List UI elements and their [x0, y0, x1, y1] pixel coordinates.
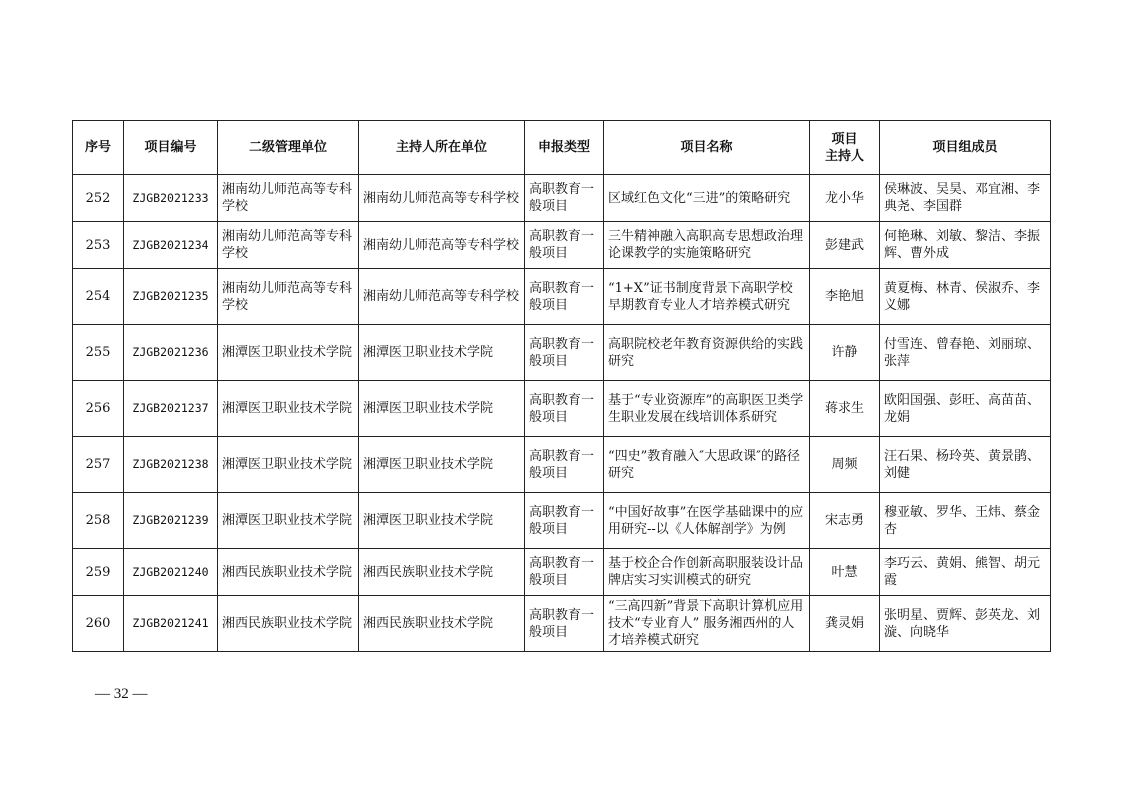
cell-members: 黄夏梅、林青、侯淑乔、李义娜 — [880, 269, 1051, 325]
header-code: 项目编号 — [124, 121, 218, 175]
cell-name: 区域红色文化“三进”的策略研究 — [604, 175, 810, 222]
cell-seq: 260 — [73, 596, 124, 652]
table-row — [73, 493, 1051, 549]
cell-seq: 257 — [73, 437, 124, 493]
cell-members: 欧阳国强、彭旺、高苗苗、龙娟 — [880, 381, 1051, 437]
cell-name: 三牛精神融入高职高专思想政治理论课教学的实施策略研究 — [604, 222, 810, 269]
cell-host: 叶慧 — [810, 549, 880, 596]
cell-unit: 湘南幼儿师范高等专科学校 — [218, 269, 359, 325]
cell-unit: 湘潭医卫职业技术学院 — [218, 381, 359, 437]
header-host-line1: 项目 — [831, 131, 858, 147]
table-row — [73, 325, 1051, 381]
cell-host-unit: 湘潭医卫职业技术学院 — [359, 437, 525, 493]
cell-members: 侯琳波、吴昊、邓宜湘、李典尧、李国群 — [880, 175, 1051, 222]
cell-members: 张明星、贾辉、彭英龙、刘漩、向晓华 — [880, 596, 1051, 652]
cell-host: 龙小华 — [810, 175, 880, 222]
cell-host-unit: 湘西民族职业技术学院 — [359, 596, 525, 652]
cell-type: 高职教育一般项目 — [525, 596, 604, 652]
cell-code: ZJGB2021241 — [124, 596, 218, 652]
header-row — [73, 121, 1051, 175]
cell-host: 彭建武 — [810, 222, 880, 269]
cell-host: 李艳旭 — [810, 269, 880, 325]
cell-members: 何艳琳、刘敏、黎洁、李振辉、曹外成 — [880, 222, 1051, 269]
cell-code: ZJGB2021234 — [124, 222, 218, 269]
cell-code: ZJGB2021238 — [124, 437, 218, 493]
cell-host: 宋志勇 — [810, 493, 880, 549]
cell-seq: 254 — [73, 269, 124, 325]
cell-seq: 252 — [73, 175, 124, 222]
cell-host-unit: 湘西民族职业技术学院 — [359, 549, 525, 596]
header-host-unit: 主持人所在单位 — [359, 121, 525, 175]
cell-host-unit: 湘南幼儿师范高等专科学校 — [359, 222, 525, 269]
cell-unit: 湘潭医卫职业技术学院 — [218, 437, 359, 493]
cell-code: ZJGB2021237 — [124, 381, 218, 437]
cell-unit: 湘南幼儿师范高等专科学校 — [218, 222, 359, 269]
header-host — [810, 121, 880, 175]
cell-host-unit: 湘潭医卫职业技术学院 — [359, 381, 525, 437]
cell-seq: 253 — [73, 222, 124, 269]
cell-members: 付雪连、曾春艳、刘丽琼、张萍 — [880, 325, 1051, 381]
cell-code: ZJGB2021233 — [124, 175, 218, 222]
cell-type: 高职教育一般项目 — [525, 381, 604, 437]
cell-host-unit: 湘南幼儿师范高等专科学校 — [359, 269, 525, 325]
cell-host-unit: 湘南幼儿师范高等专科学校 — [359, 175, 525, 222]
cell-unit: 湘潭医卫职业技术学院 — [218, 493, 359, 549]
cell-name: 基于校企合作创新高职服装设计品牌店实习实训模式的研究 — [604, 549, 810, 596]
table-row — [73, 175, 1051, 222]
table-row — [73, 596, 1051, 652]
cell-code: ZJGB2021239 — [124, 493, 218, 549]
cell-type: 高职教育一般项目 — [525, 549, 604, 596]
cell-type: 高职教育一般项目 — [525, 493, 604, 549]
project-table — [72, 120, 1051, 652]
table-row — [73, 549, 1051, 596]
cell-name: 高职院校老年教育资源供给的实践研究 — [604, 325, 810, 381]
header-seq: 序号 — [73, 121, 124, 175]
cell-name: “四史”教育融入″大思政课″的路径研究 — [604, 437, 810, 493]
cell-members: 李巧云、黄娟、熊智、胡元霞 — [880, 549, 1051, 596]
cell-name: “中国好故事”在医学基础课中的应用研究--以《人体解剖学》为例 — [604, 493, 810, 549]
table-row — [73, 269, 1051, 325]
cell-name: “1+X”证书制度背景下高职学校早期教育专业人才培养模式研究 — [604, 269, 810, 325]
table-row — [73, 222, 1051, 269]
cell-seq: 259 — [73, 549, 124, 596]
cell-type: 高职教育一般项目 — [525, 437, 604, 493]
table-row — [73, 437, 1051, 493]
cell-unit: 湘潭医卫职业技术学院 — [218, 325, 359, 381]
cell-host: 周频 — [810, 437, 880, 493]
cell-name: 基于“专业资源库”的高职医卫类学生职业发展在线培训体系研究 — [604, 381, 810, 437]
header-type: 申报类型 — [525, 121, 604, 175]
cell-host-unit: 湘潭医卫职业技术学院 — [359, 325, 525, 381]
cell-code: ZJGB2021236 — [124, 325, 218, 381]
cell-members: 汪石果、杨玲英、黄景鹃、刘健 — [880, 437, 1051, 493]
header-members: 项目组成员 — [880, 121, 1051, 175]
cell-type: 高职教育一般项目 — [525, 175, 604, 222]
cell-host: 龚灵娟 — [810, 596, 880, 652]
cell-code: ZJGB2021235 — [124, 269, 218, 325]
cell-code: ZJGB2021240 — [124, 549, 218, 596]
header-unit: 二级管理单位 — [218, 121, 359, 175]
cell-name: “三高四新”背景下高职计算机应用技术“专业育人” 服务湘西州的人才培养模式研究 — [604, 596, 810, 652]
cell-seq: 255 — [73, 325, 124, 381]
cell-unit: 湘南幼儿师范高等专科学校 — [218, 175, 359, 222]
cell-unit: 湘西民族职业技术学院 — [218, 549, 359, 596]
header-host-line2: 主持人 — [824, 148, 864, 164]
cell-host-unit: 湘潭医卫职业技术学院 — [359, 493, 525, 549]
cell-type: 高职教育一般项目 — [525, 269, 604, 325]
table-row — [73, 381, 1051, 437]
cell-host: 蒋求生 — [810, 381, 880, 437]
cell-type: 高职教育一般项目 — [525, 325, 604, 381]
cell-type: 高职教育一般项目 — [525, 222, 604, 269]
cell-members: 穆亚敏、罗华、王炜、蔡金杏 — [880, 493, 1051, 549]
cell-seq: 256 — [73, 381, 124, 437]
page-number: — 32 — — [95, 686, 148, 702]
cell-host: 许静 — [810, 325, 880, 381]
cell-unit: 湘西民族职业技术学院 — [218, 596, 359, 652]
header-name: 项目名称 — [604, 121, 810, 175]
cell-seq: 258 — [73, 493, 124, 549]
